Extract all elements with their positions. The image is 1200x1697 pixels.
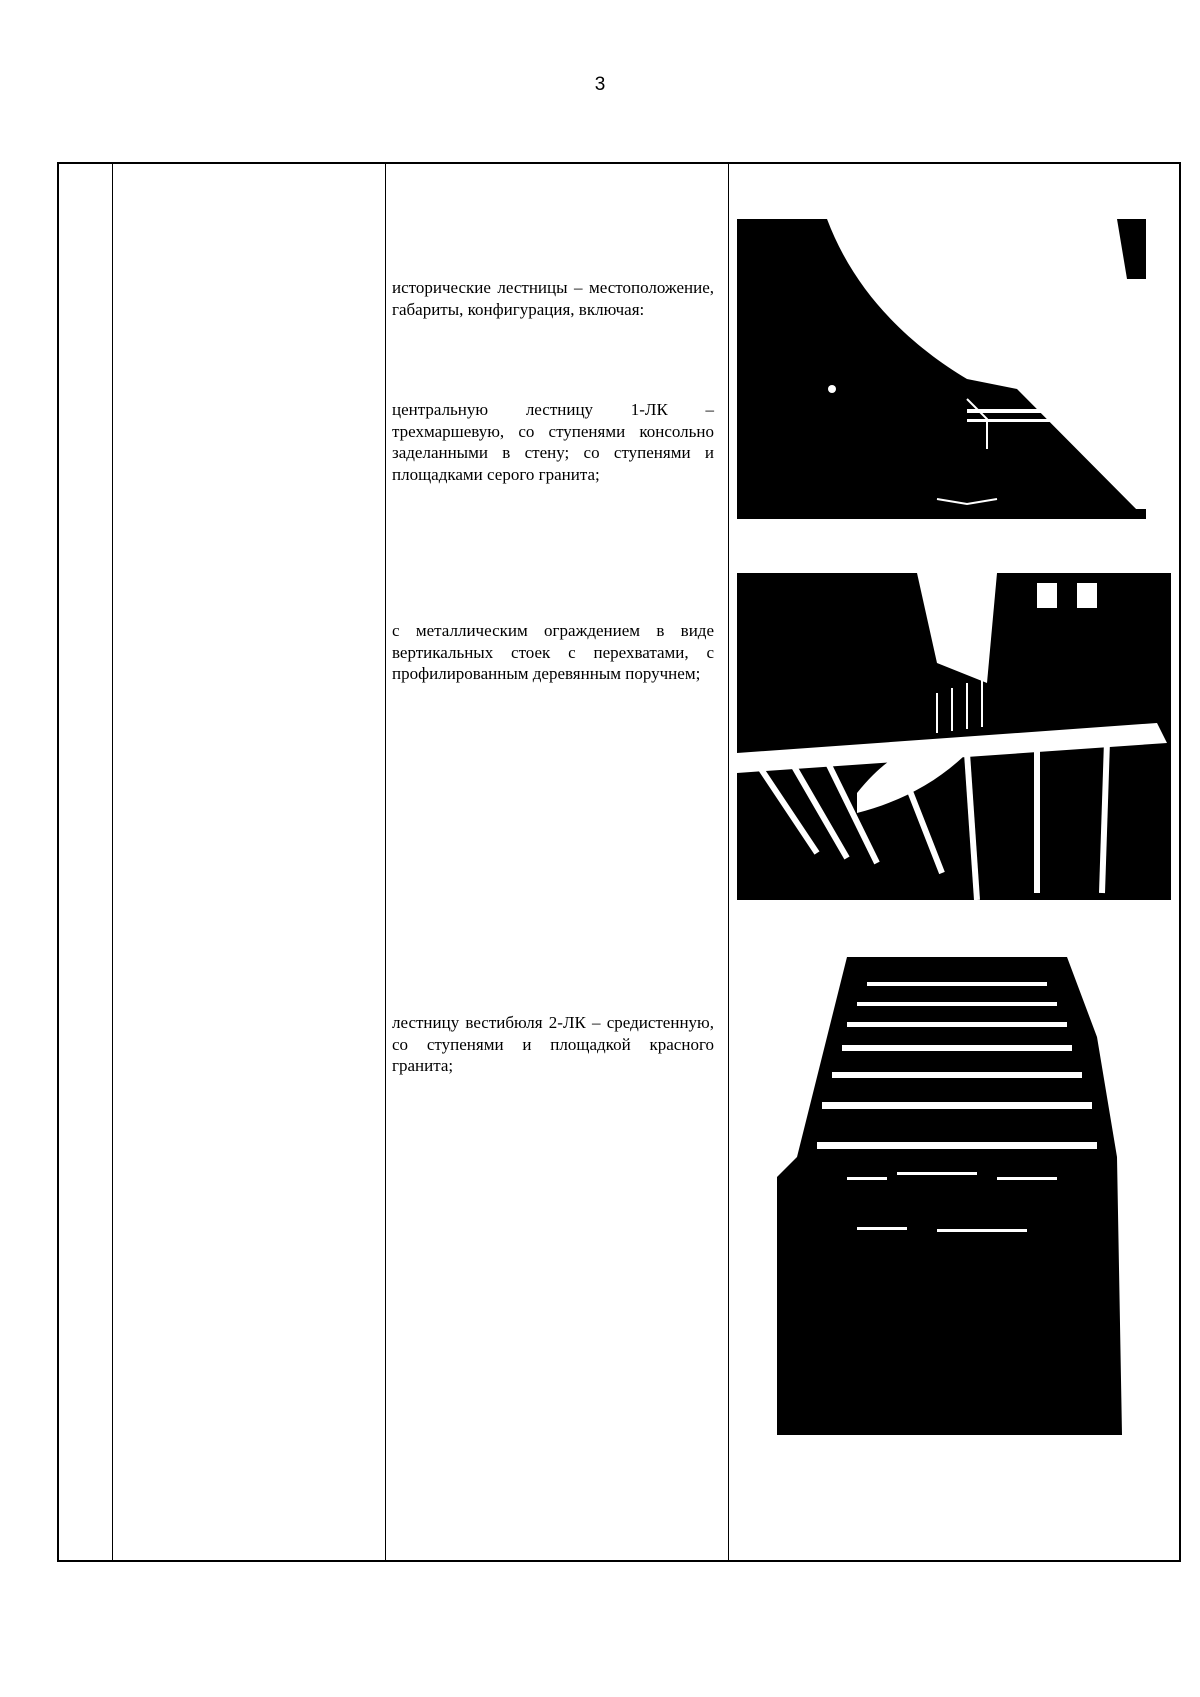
central-stair-text: центральную лестницу 1-ЛК – трехмаршевую, со ступенями консольно заделанными в стену; со ступенями и площадками серого гранита; (392, 400, 714, 484)
column-divider (385, 164, 386, 1560)
vestibule-stair-text: лестницу вестибюля 2-ЛК – средистенную, со ступенями и площадкой красного гранита; (392, 1013, 714, 1075)
column-divider (112, 164, 113, 1560)
staircase-photo-icon (737, 219, 1146, 519)
railing-text: с металлическим ограждением в виде вертикальных стоек с перехватами, с профилированным деревянным поручнем; (392, 621, 714, 683)
page-number: 3 (594, 74, 606, 95)
granite-stairs-photo-icon (777, 957, 1136, 1435)
railing-photo-icon (737, 573, 1171, 900)
column-divider (728, 164, 729, 1560)
stairs-intro-text: исторические лестницы – местоположение, габариты, конфигурация, включая: (392, 278, 714, 319)
